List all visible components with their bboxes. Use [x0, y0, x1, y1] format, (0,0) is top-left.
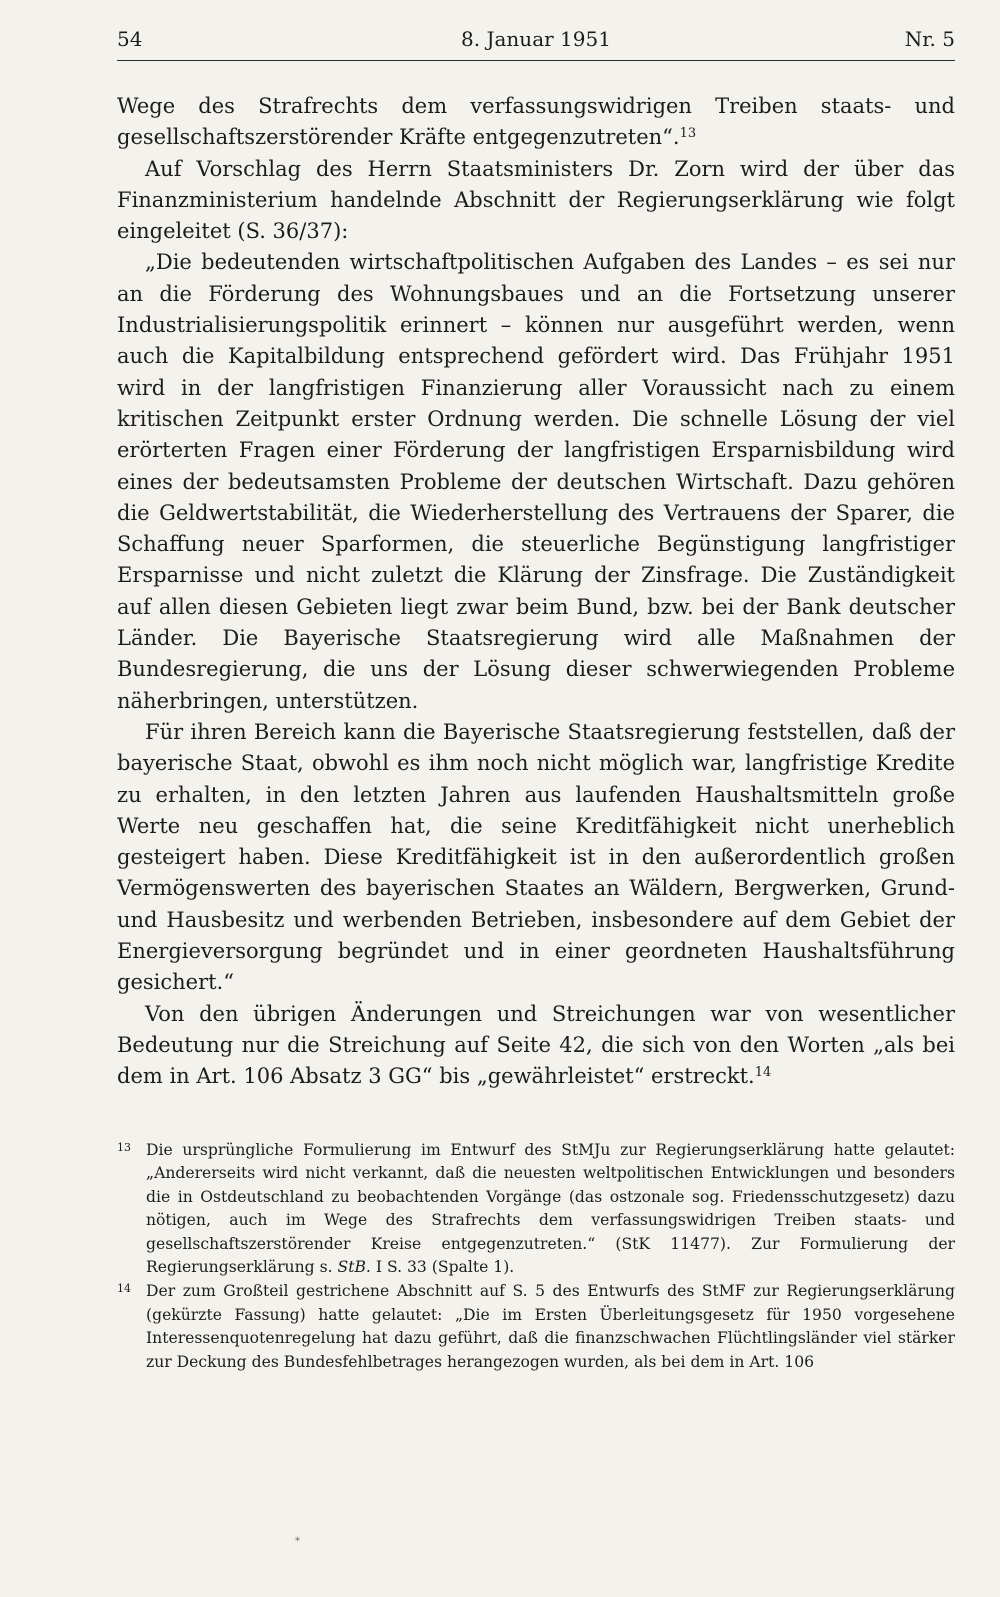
main-text	[117, 91, 955, 1093]
footnote-number: 13	[117, 1140, 131, 1154]
paragraph	[117, 999, 955, 1093]
paragraph: Auf Vorschlag des Herrn Staatsministers Dr. Zorn wird der über das Finanzministerium handelnde Abschnitt der Regierungserklärung wie folgt eingeleitet (S. 36/37):	[117, 156, 955, 244]
paragraph	[117, 91, 955, 154]
footnote-number: 14	[117, 1282, 131, 1296]
paragraph-text: Von den übrigen Änderungen und Streichungen war von wesentlicher Bedeutung nur die Streichung auf Seite 42, die sich von den Worten „als bei dem in Art. 106 Absatz 3 GG“ bis „gewährleistet“ erstreckt.	[117, 1001, 955, 1089]
running-head	[117, 22, 955, 56]
issue-number: Nr. 5	[904, 27, 955, 51]
paragraph: Für ihren Bereich kann die Bayerische Staatsregierung feststellen, daß der bayerische Staat, obwohl es ihm noch nicht möglich war, langfristige Kredite zu erhalten, in den letzten Jahren aus laufenden Haushaltsmitteln große Werte neu geschaffen hat, die seine Kreditfähigkeit nicht unerheblich gesteigert haben. Diese Kreditfähigkeit ist in den außerordentlich großen Vermögenswerten des bayerischen Staates an Wäldern, Bergwerken, Grund- und Hausbesitz und werbenden Betrieben, insbesondere auf dem Gebiet der Energieversorgung begründet und in einer geordneten Haushaltsführung gesichert.“	[117, 719, 955, 995]
footnote-reference: 13	[679, 126, 697, 142]
footnote-reference: 14	[754, 1065, 772, 1081]
paragraph: „Die bedeutenden wirtschaftpolitischen Aufgaben des Landes – es sei nur an die Förderung des Wohnungsbaues und an die Fortsetzung unserer Industrialisierungspolitik erinnert – können nur ausgeführt werden, wenn auch die Kapitalbildung entsprechend gefördert wird. Das Frühjahr 1951 wird in der langfristigen Finanzierung aller Voraussicht nach zu einem kritischen Zeitpunkt erster Ordnung werden. Die schnelle Lösung der viel erörterten Fragen einer Förderung der langfristigen Ersparnisbildung wird eines der bedeutsamsten Probleme der deutschen Wirtschaft. Dazu gehören die Geldwertstabilität, die Wiederherstellung des Vertrauens der Sparer, die Schaffung neuer Sparformen, die steuerliche Begünstigung langfristiger Ersparnisse und nicht zuletzt die Klärung der Zinsfrage. Die Zuständigkeit auf allen diesen Gebieten liegt zwar beim Bund, bzw. bei der Bank deutscher Länder. Die Bayerische Staatsregierung wird alle Maßnahmen der Bundesregierung, die uns der Lösung dieser schwerwiegenden Probleme näherbringen, unterstützen.	[117, 250, 955, 713]
header-date: 8. Januar 1951	[461, 27, 611, 51]
footnote-text: Der zum Großteil gestrichene Abschnitt auf S. 5 des Entwurfs des StMF zur Regierungserklärung (gekürzte Fassung) hatte gelautet: „Die im Ersten Überleitungsgesetz für 1950 vorgesehene Interessenquotenregelung hat dazu geführt, daß die finanzschwachen Flüchtlingsländer viel stärker zur Deckung des Bundesfehlbetrages herangezogen wurden, als bei dem in Art. 106	[146, 1282, 955, 1371]
footnote-text-part: Die ursprüngliche Formulierung im Entwurf des StMJu zur Regierungserklärung hatte gelautet: „Andererseits wird nicht verkannt, daß die neuesten weltpolitischen Entwicklungen und besonders die in Ostdeutschland zu beobachtenden Vorgänge (das ostzonale sog. Friedensschutzgesetz) dazu nötigen, auch im Wege des Strafrechts dem verfassungswidrigen Treiben staats- und gesellschaftszerstörender Kreise entgegenzutreten.“ (StK 11477). Zur Formulierung der Regierungserklärung s.	[146, 1140, 955, 1277]
document-page	[117, 22, 955, 1374]
footnote	[117, 1280, 955, 1374]
paragraph-text: Wege des Strafrechts dem verfassungswidrigen Treiben staats- und gesellschaftszerstörender Kräfte entgegenzutreten“.	[117, 94, 955, 150]
footnote-text	[146, 1141, 955, 1277]
page-number: 54	[117, 27, 143, 51]
citation-abbreviation: StB.	[337, 1258, 371, 1277]
footnote-text-part: I S. 33 (Spalte 1).	[370, 1258, 515, 1277]
footnote	[117, 1139, 955, 1281]
footnotes	[117, 1139, 955, 1375]
header-rule	[117, 60, 955, 61]
stray-mark: *	[295, 1536, 300, 1547]
